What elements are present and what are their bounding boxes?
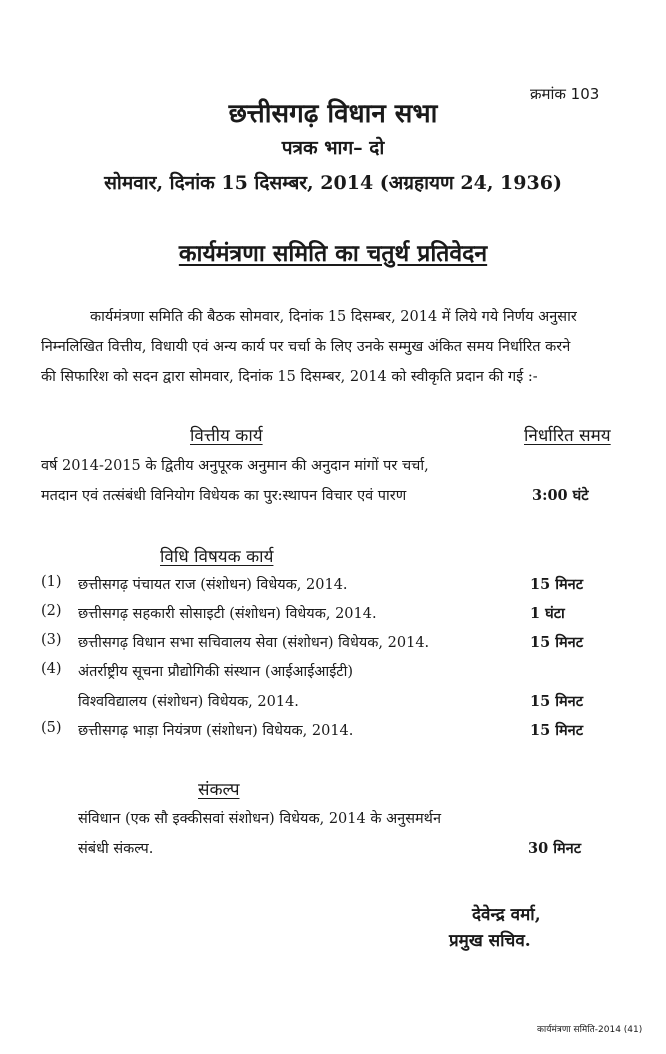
intro-line-3: की सिफारिश को सदन द्वारा सोमवार, दिनांक 15 दिसम्बर, 2014 को स्वीकृति प्रदान की गई :- <box>41 369 538 385</box>
financial-line-2: मतदान एवं तत्संबंधी विनियोग विधेयक का पुर:स्थापन विचार एवं पारण <box>41 488 407 504</box>
item-5-number: (5) <box>41 720 62 736</box>
serial-number: क्रमांक 103 <box>530 85 600 103</box>
item-2-number: (2) <box>41 603 62 619</box>
legislative-heading: विधि विषयक कार्य <box>160 547 274 567</box>
signatory-designation: प्रमुख सचिव. <box>449 931 531 951</box>
item-4-time: 15 मिनट <box>530 693 584 710</box>
item-1-text: छत्तीसगढ़ पंचायत राज (संशोधन) विधेयक, 2014. <box>78 577 348 593</box>
assembly-name: छत्तीसगढ़ विधान सभा <box>228 99 438 129</box>
item-3-text: छत्तीसगढ़ विधान सभा सचिवालय सेवा (संशोधन) विधेयक, 2014. <box>78 635 430 651</box>
financial-heading: वित्तीय कार्य <box>190 426 263 446</box>
item-4-text-cont: विश्वविद्यालय (संशोधन) विधेयक, 2014. <box>78 694 299 710</box>
item-1-time: 15 मिनट <box>530 576 584 593</box>
signatory-name: देवेन्द्र वर्मा, <box>472 905 541 925</box>
item-1-number: (1) <box>41 574 62 590</box>
bulletin-date: सोमवार, दिनांक 15 दिसम्बर, 2014 (अग्रहायण 24, 1936) <box>104 172 562 194</box>
item-5-time: 15 मिनट <box>530 722 584 739</box>
item-5-text: छत्तीसगढ़ भाड़ा नियंत्रण (संशोधन) विधेयक, 2014. <box>78 723 354 739</box>
item-2-time: 1 घंटा <box>530 605 565 622</box>
resolution-time: 30 मिनट <box>528 840 582 857</box>
intro-line-1: कार्यमंत्रणा समिति की बैठक सोमवार, दिनांक 15 दिसम्बर, 2014 में लिये गये निर्णय अनुसार <box>90 309 577 325</box>
time-heading: निर्धारित समय <box>524 426 611 446</box>
financial-line-1: वर्ष 2014-2015 के द्वितीय अनुपूरक अनुमान की अनुदान मांगों पर चर्चा, <box>41 458 429 474</box>
bulletin-part: पत्रक भाग– दो <box>281 137 385 159</box>
resolution-line-2: संबंधी संकल्प. <box>78 841 154 857</box>
intro-line-2: निम्नलिखित वित्तीय, विधायी एवं अन्य कार्य पर चर्चा के लिए उनके सम्मुख अंकित समय निर्धारित करने <box>41 339 571 355</box>
resolution-line-1: संविधान (एक सौ इक्कीसवां संशोधन) विधेयक, 2014 के अनुसमर्थन <box>78 811 441 827</box>
item-4-number: (4) <box>41 661 62 677</box>
item-2-text: छत्तीसगढ़ सहकारी सोसाइटी (संशोधन) विधेयक, 2014. <box>78 606 377 622</box>
page-footer: कार्यमंत्रणा समिति-2014 (41) <box>537 1025 643 1035</box>
item-3-number: (3) <box>41 632 62 648</box>
item-3-time: 15 मिनट <box>530 634 584 651</box>
resolution-heading: संकल्प <box>198 780 240 800</box>
report-title: कार्यमंत्रणा समिति का चतुर्थ प्रतिवेदन <box>178 240 488 267</box>
item-4-text: अंतर्राष्ट्रीय सूचना प्रौद्योगिकी संस्थान (आईआईआईटी) <box>78 664 354 680</box>
financial-time: 3:00 घंटे <box>532 487 589 504</box>
